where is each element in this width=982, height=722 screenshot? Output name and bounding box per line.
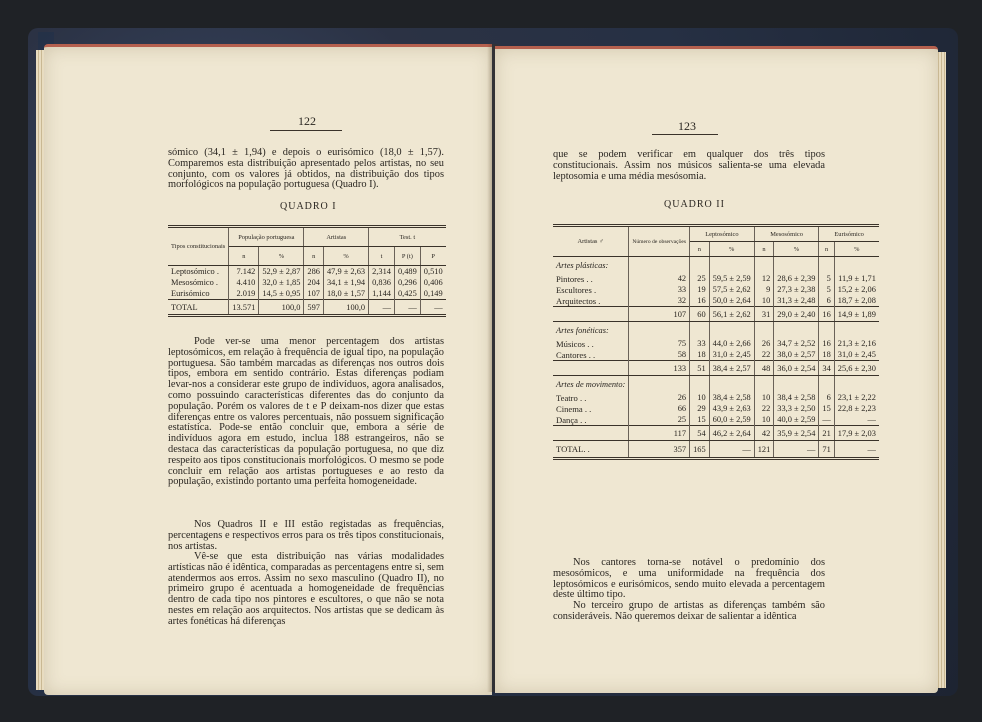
table-cell: 7.142 (229, 266, 259, 278)
table-group-title: Artes de movimento: (553, 376, 629, 393)
table-cell (774, 257, 819, 274)
table-cell: 48 (754, 361, 774, 376)
q1-header-test: Test. t (369, 227, 446, 247)
q2-header-euri: Eurisómico (819, 226, 879, 242)
table-cell: 17,9 ± 2,03 (834, 426, 879, 441)
q2-header-meso: Mesosómico (754, 226, 819, 242)
q1-header-artistas: Artistas (304, 227, 369, 247)
left-para-4: Vê-se que esta distribuição nas várias modalidades artísticas não é idêntica, comparadas as percentagens entre si, sem atendermos aos erros. Assim no sexo masculino (Quadro II), no primeiro grupo é acentuada a homogeneidade de frequências dentro de cada tipo nos pintores e escultores, o que não se nota nestes em relação aos arquitectos. Nos artistas que se dedicam às artes fonéticas há diferenças (168, 551, 444, 627)
table-cell: 25 (690, 273, 710, 284)
table-cell: 21 (819, 426, 834, 441)
table-cell: 12 (754, 273, 774, 284)
table-cell: 14,9 ± 1,89 (834, 307, 879, 322)
table-cell: 100,0 (259, 300, 304, 316)
table-cell: 10 (754, 295, 774, 307)
table-cell: 42 (629, 273, 690, 284)
table-cell: 15 (819, 403, 834, 414)
table-cell: — (709, 441, 754, 459)
table-cell: 18,0 ± 1,57 (323, 288, 368, 300)
table-cell: 117 (629, 426, 690, 441)
table-cell: 16 (819, 338, 834, 349)
table-cell: 34,1 ± 1,94 (323, 277, 368, 288)
table-cell: 71 (819, 441, 834, 459)
right-page-number: 123 (678, 119, 696, 133)
table-cell: 31,3 ± 2,48 (774, 295, 819, 307)
table-cell: 0,149 (423, 289, 443, 298)
table-cell: 10 (690, 392, 710, 403)
table-cell: 10 (754, 392, 774, 403)
table-cell (754, 257, 774, 274)
table-cell: — (867, 415, 876, 424)
table-cell: 0,296 (394, 277, 420, 288)
table-row (553, 392, 879, 403)
q2-header-numero: Número de observações (629, 226, 690, 257)
q2-sub-n2: n (754, 242, 774, 257)
q2-header-lepto: Leptosómico (690, 226, 755, 242)
table-cell: 357 (629, 441, 690, 459)
q2-sub-n1: n (690, 242, 710, 257)
table-cell: 165 (690, 441, 710, 459)
table-cell: 21,3 ± 2,16 (837, 339, 876, 348)
table-cell: 204 (304, 277, 324, 288)
table-cell: Escultores . (553, 284, 629, 295)
quadro-ii-caption: QUADRO II (664, 199, 725, 210)
q1-sub-pct1: % (259, 247, 304, 266)
table-cell: 38,4 ± 2,57 (709, 361, 754, 376)
left-para-2: Pode ver-se uma menor percentagem dos artistas leptosómicos, em relação à frequência de igual tipo, na população portuguesa. São também marcadas as diferenças nos outros dois tipos, embora em sentido contrário. Estas diferenças podiam levar-nos a considerar este grupo de indivíduos, agora analisados, como possuindo características diferentes das do conjunto da população. Porém os valores de t e P deixam-nos dizer que estas diferenças entre os valores percentuais, não possuem significação estatística. Pode-se então concluir que, embora a série de indivíduos agora em estudo, inclua 188 estrangeiros, não se destaca das características da população portuguesa, no que diz respeito aos tipos constitucionais morfológicos. O mesmo se pode concluir em relação aos artistas portugueses e ao resto da população, existindo portanto uma perfeita homogeneidade. (168, 336, 444, 488)
table-cell: 5 (819, 273, 834, 284)
table-cell: 9 (754, 284, 774, 295)
table-cell (690, 376, 710, 393)
table-cell: TOTAL (168, 300, 229, 316)
table-cell (629, 376, 690, 393)
table-row (168, 277, 446, 288)
table-cell: Arquitectos . (553, 295, 629, 307)
table-row (553, 403, 879, 414)
q2-sub-pct1: % (709, 242, 754, 257)
right-para-3: No terceiro grupo de artistas as diferenças também são consideráveis. Não queremos deixar de salientar a idêntica (553, 600, 825, 622)
table-cell (690, 322, 710, 339)
quadro-i-caption: QUADRO I (280, 201, 337, 212)
table-cell: 43,9 ± 2,63 (709, 403, 754, 414)
q2-sub-pct2: % (774, 242, 819, 257)
table-row (553, 273, 879, 284)
table-subtotal-row (553, 426, 879, 441)
table-cell: 38,4 ± 2,58 (709, 392, 754, 403)
table-group-row (553, 376, 879, 393)
table-cell (709, 322, 754, 339)
table-cell: 75 (629, 338, 690, 349)
table-cell (754, 376, 774, 393)
table-cell: 44,0 ± 2,66 (709, 338, 754, 349)
table-cell: 18 (690, 349, 710, 361)
table-cell (819, 376, 834, 393)
q1-sub-p: P (420, 247, 445, 266)
table-cell: Cantores . . (553, 349, 629, 361)
table-cell: 19 (690, 284, 710, 295)
quadro-i-header-row (168, 227, 446, 247)
table-cell: 6 (819, 392, 834, 403)
table-cell: 38,0 ± 2,57 (774, 349, 819, 361)
table-cell (709, 376, 754, 393)
table-cell: 0,510 (423, 267, 443, 276)
table-cell: 54 (690, 426, 710, 441)
table-cell: 31,0 ± 2,45 (709, 349, 754, 361)
table-cell: 25 (629, 414, 690, 426)
table-cell: — (819, 414, 834, 426)
quadro-ii-table (553, 224, 879, 460)
table-group-title: Artes plásticas: (553, 257, 629, 274)
table-cell: 100,0 (323, 300, 368, 316)
table-cell: 22 (754, 403, 774, 414)
q1-sub-n1: n (229, 247, 259, 266)
table-cell (553, 361, 629, 376)
table-cell: 34,7 ± 2,52 (774, 338, 819, 349)
table-cell (629, 257, 690, 274)
table-cell: 107 (304, 288, 324, 300)
q2-sub-pct3: % (834, 242, 879, 257)
table-row (168, 288, 446, 300)
table-cell: 15 (690, 414, 710, 426)
table-cell: Teatro . . (553, 392, 629, 403)
table-subtotal-row (553, 361, 879, 376)
table-cell: — (369, 300, 395, 316)
table-cell: 60 (690, 307, 710, 322)
table-cell: 60,0 ± 2,59 (709, 414, 754, 426)
table-cell: 0,836 (369, 277, 395, 288)
table-cell: 57,5 ± 2,62 (709, 284, 754, 295)
table-cell: 4.410 (229, 277, 259, 288)
table-cell (774, 322, 819, 339)
table-cell: — (394, 300, 420, 316)
table-cell: 51 (690, 361, 710, 376)
table-cell: 0,489 (394, 266, 420, 278)
table-cell: 26 (629, 392, 690, 403)
right-para-2: Nos cantores torna-se notável o predomínio dos mesosómicos, e uma uniformidade na frequência dos leptosómicos e eurisómicos, sendo muito elevada a percentagem deste último tipo. (553, 557, 825, 601)
table-cell (709, 257, 754, 274)
table-cell: Leptosómico . (168, 266, 229, 278)
table-row (553, 338, 879, 349)
table-cell: 5 (819, 284, 834, 295)
table-cell: 16 (819, 307, 834, 322)
table-cell (553, 307, 629, 322)
table-cell: 6 (819, 295, 834, 307)
table-cell: 34 (819, 361, 834, 376)
table-row (168, 266, 446, 278)
q1-sub-n2: n (304, 247, 324, 266)
table-cell: 2,314 (369, 266, 395, 278)
table-cell: — (774, 441, 819, 459)
table-cell: 0,425 (394, 288, 420, 300)
table-cell: 52,9 ± 2,87 (259, 266, 304, 278)
table-cell: 1,144 (369, 288, 395, 300)
table-cell (819, 257, 834, 274)
q1-sub-pt: P (t) (394, 247, 420, 266)
table-cell: 27,3 ± 2,38 (774, 284, 819, 295)
table-cell (754, 322, 774, 339)
table-cell: 47,9 ± 2,63 (323, 266, 368, 278)
table-cell (553, 426, 629, 441)
table-cell: 2.019 (229, 288, 259, 300)
table-cell: 11,9 ± 1,71 (838, 274, 876, 283)
table-cell: Dança . . (553, 414, 629, 426)
table-cell: TOTAL. . (553, 441, 629, 459)
table-cell: 23,1 ± 2,22 (837, 393, 876, 402)
table-cell: 56,1 ± 2,62 (709, 307, 754, 322)
table-cell: 29,0 ± 2,40 (774, 307, 819, 322)
table-cell: Músicos . . (553, 338, 629, 349)
table-cell: 50,0 ± 2,64 (709, 295, 754, 307)
table-cell: 29 (690, 403, 710, 414)
table-cell: 40,0 ± 2,59 (774, 414, 819, 426)
table-cell: 38,4 ± 2,58 (774, 392, 819, 403)
quadro-i-table (168, 225, 446, 317)
table-cell: 133 (629, 361, 690, 376)
table-cell (819, 322, 834, 339)
table-cell (834, 376, 879, 393)
table-cell: 58 (629, 349, 690, 361)
table-cell (774, 376, 819, 393)
left-para-1: sómico (34,1 ± 1,94) e depois o eurisómico (18,0 ± 1,57). Comparemos esta distribuição apresentado pelos artistas, no seu conjunto, com os valores já obtidos, na distribuição dos tipos morfológicos na população portuguesa (Quadro I). (168, 147, 444, 191)
table-cell: 22 (754, 349, 774, 361)
table-cell: 33 (690, 338, 710, 349)
table-cell: 33,3 ± 2,50 (774, 403, 819, 414)
quadro-ii-header-row (553, 226, 879, 242)
table-cell: 18,7 ± 2,08 (837, 296, 876, 305)
left-page-number: 122 (298, 114, 316, 128)
table-row (553, 349, 879, 361)
table-total-row (553, 441, 879, 459)
table-row (553, 414, 879, 426)
table-cell: Cinema . . (553, 403, 629, 414)
q2-sub-n3: n (819, 242, 834, 257)
table-cell: 10 (754, 414, 774, 426)
table-cell: 31,0 ± 2,45 (837, 350, 876, 359)
table-cell: 13.571 (229, 300, 259, 316)
table-group-row (553, 322, 879, 339)
q1-header-populacao: População portuguesa (229, 227, 304, 247)
table-cell: 32 (629, 295, 690, 307)
table-total-row (168, 300, 446, 316)
table-cell: Pintores . . (553, 273, 629, 284)
table-cell: 33 (629, 284, 690, 295)
table-cell: 59,5 ± 2,59 (709, 273, 754, 284)
table-cell: 15,2 ± 2,06 (837, 285, 876, 294)
table-cell: 286 (304, 266, 324, 278)
table-cell: 36,0 ± 2,54 (774, 361, 819, 376)
table-row (553, 295, 879, 307)
table-group-title: Artes fonéticas: (553, 322, 629, 339)
q2-header-artistas: Artistas ♂ (553, 226, 629, 257)
table-cell: 32,0 ± 1,85 (259, 277, 304, 288)
table-cell: Mesosómico . (168, 277, 229, 288)
table-cell: 121 (754, 441, 774, 459)
table-cell (629, 322, 690, 339)
table-cell: Eurisómico (168, 288, 229, 300)
table-cell: 0,406 (423, 278, 443, 287)
table-cell (834, 322, 879, 339)
q1-sub-t: t (369, 247, 395, 266)
table-cell: 597 (304, 300, 324, 316)
table-group-row (553, 257, 879, 274)
table-cell: 28,6 ± 2,39 (774, 273, 819, 284)
table-cell: 26 (754, 338, 774, 349)
table-cell: 22,8 ± 2,23 (837, 404, 876, 413)
q1-sub-pct2: % (323, 247, 368, 266)
table-cell: — (867, 444, 876, 454)
table-cell: 35,9 ± 2,54 (774, 426, 819, 441)
table-cell: — (420, 300, 445, 316)
left-page-number-rule (270, 130, 342, 131)
table-cell (690, 257, 710, 274)
table-cell: 14,5 ± 0,95 (259, 288, 304, 300)
table-row (553, 284, 879, 295)
table-cell: 16 (690, 295, 710, 307)
table-cell: 107 (629, 307, 690, 322)
quadro-ii-body (553, 257, 879, 441)
table-cell: 42 (754, 426, 774, 441)
table-cell: 66 (629, 403, 690, 414)
table-cell: 18 (819, 349, 834, 361)
table-cell: 31 (754, 307, 774, 322)
right-para-1: que se podem verificar em qualquer dos três tipos constitucionais. Assim nos músicos salienta-se uma elevada leptosomia e uma média mesósomia. (553, 149, 825, 182)
table-cell: 25,6 ± 2,30 (834, 361, 879, 376)
table-cell (834, 257, 879, 274)
q1-header-tipos: Tipos constitucionais (168, 227, 229, 266)
table-cell: 46,2 ± 2,64 (709, 426, 754, 441)
left-para-3: Nos Quadros II e III estão registadas as frequências, percentagens e respectivos erros para os três tipos constitucionais, nos artistas. (168, 519, 444, 552)
right-page-number-rule (652, 134, 718, 135)
table-subtotal-row (553, 307, 879, 322)
